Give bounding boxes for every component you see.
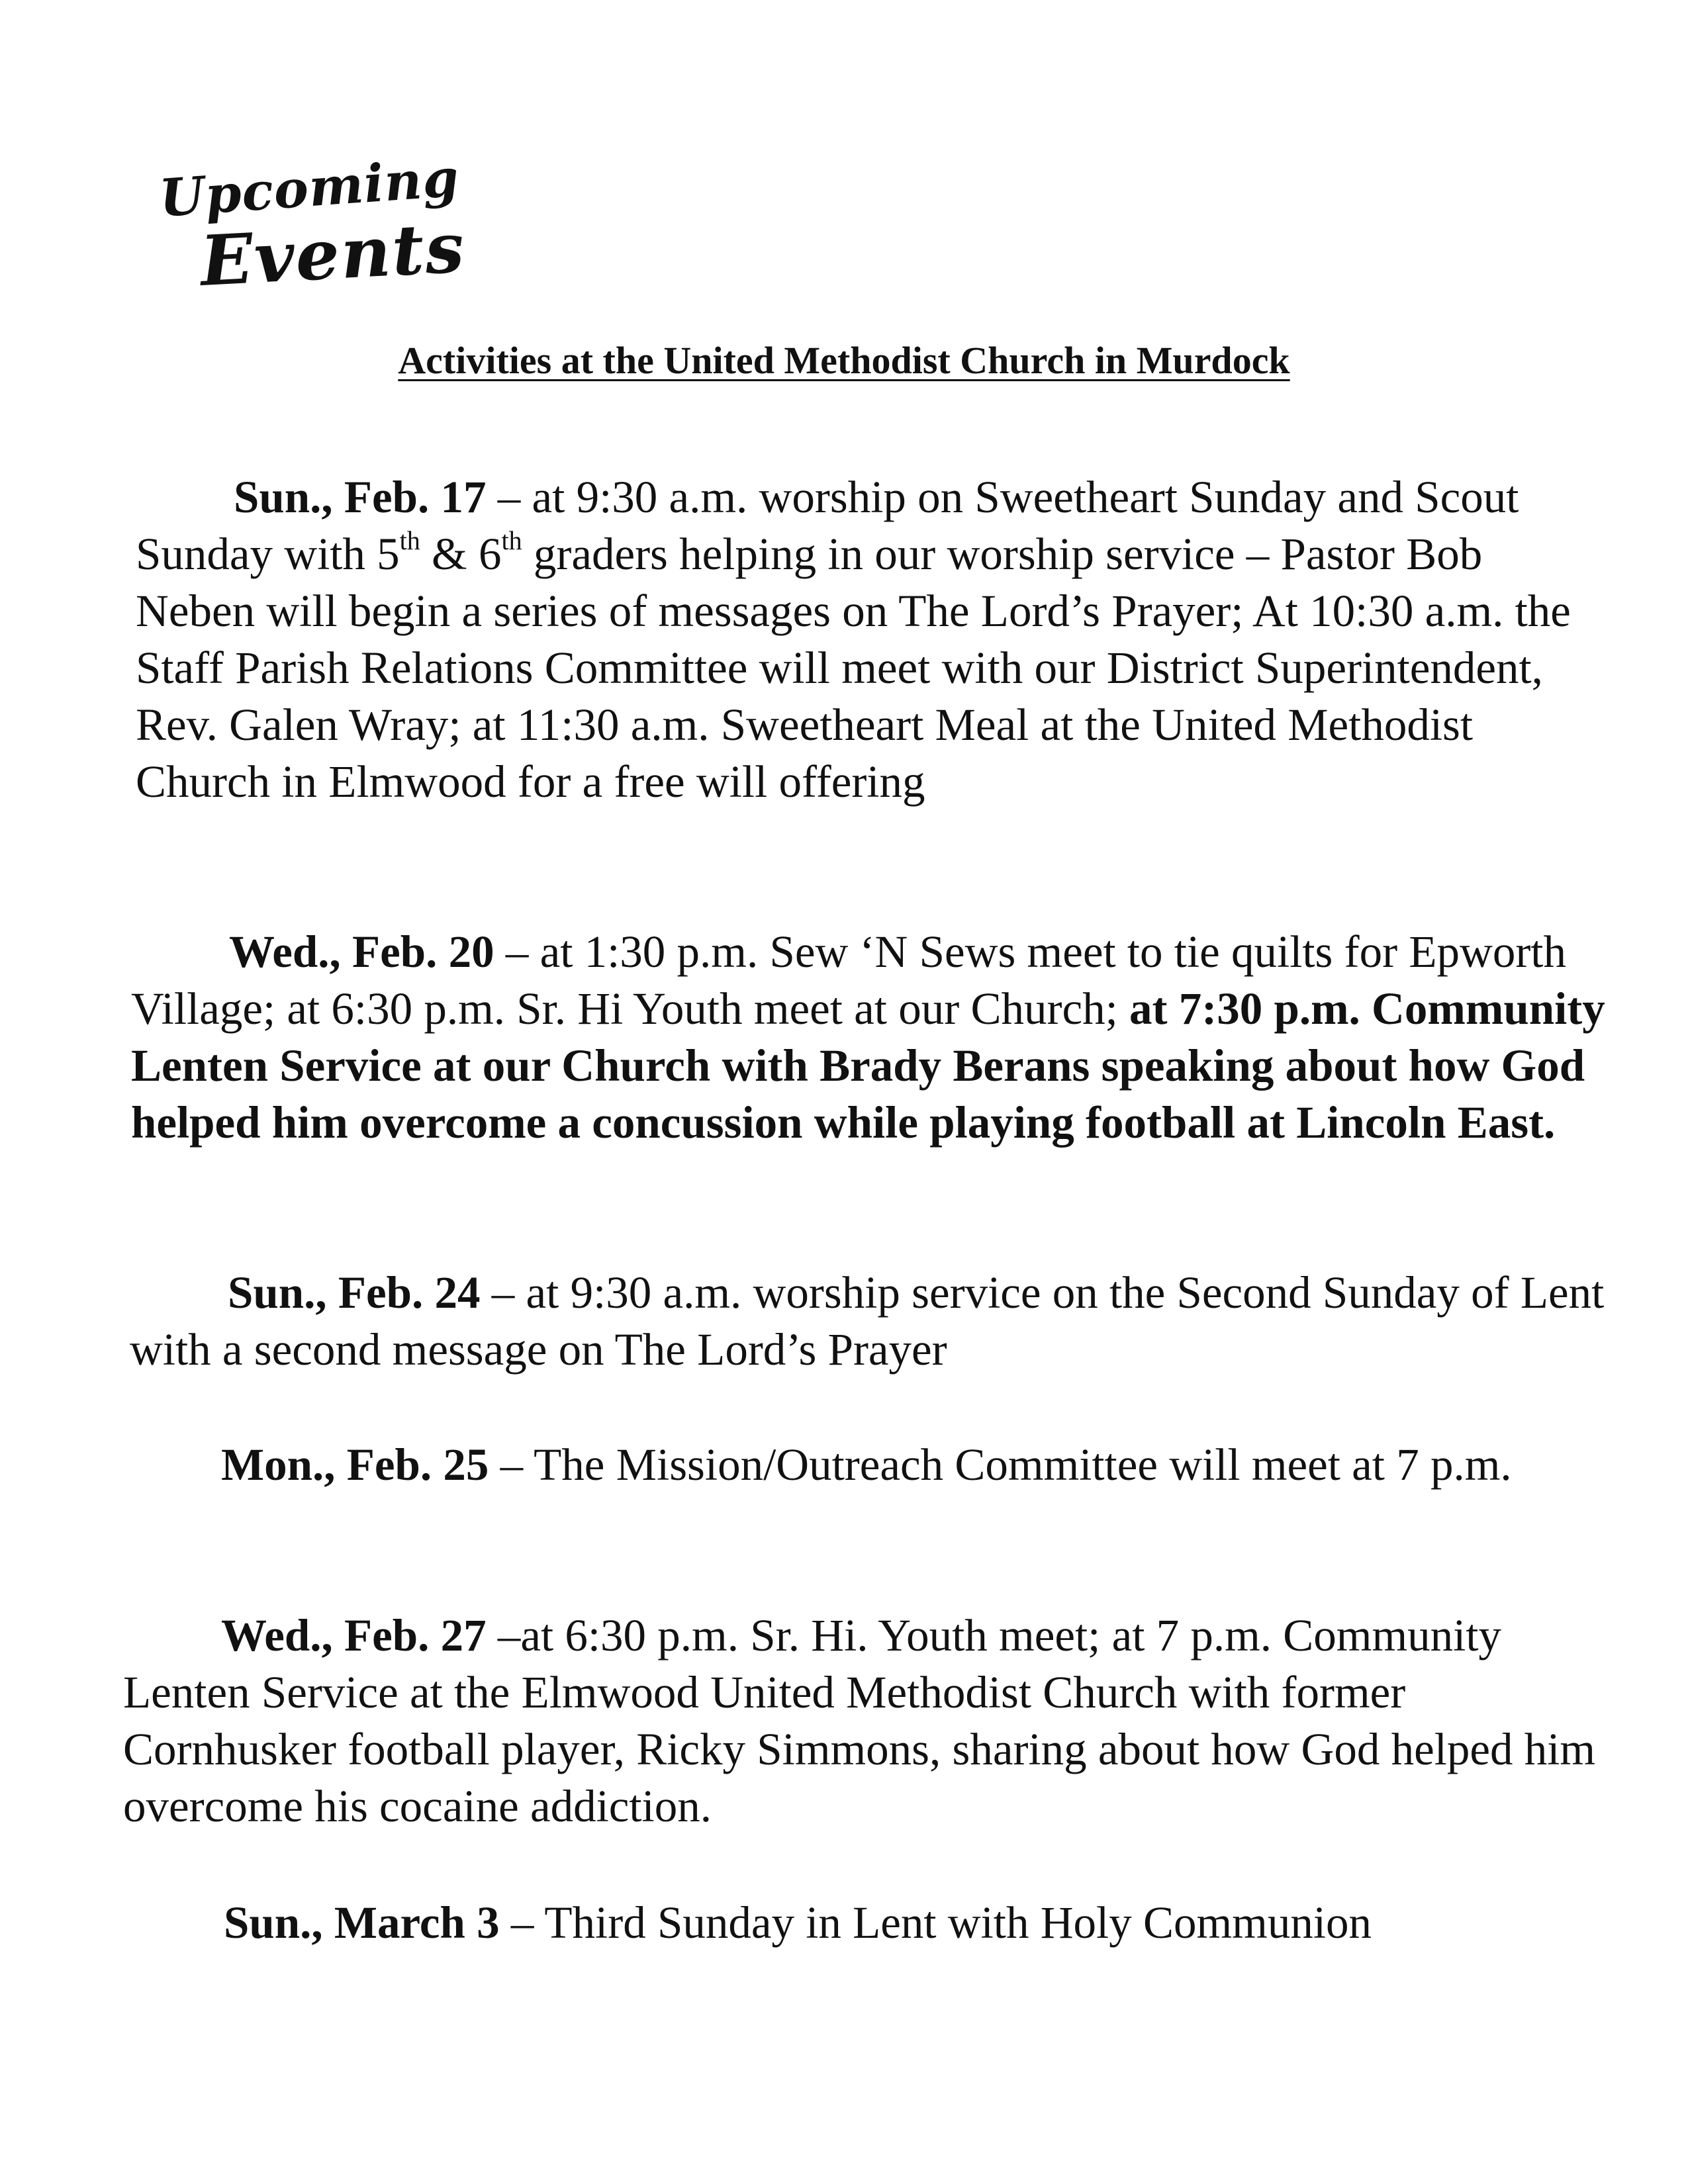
event-text: – at 9:30 a.m. worship service on the Second Sunday of Lent with a second message on The Lord’s Prayer — [130, 1267, 1605, 1375]
event-entry-feb-27 — [123, 1607, 1599, 1835]
event-text: – at 1:30 p.m. Sew ‘N Sews meet to tie quilts for Epworth Village; at 6:30 p.m. Sr. Hi Youth meet at our Church; — [131, 927, 1566, 1034]
event-date: Wed., Feb. 27 — [221, 1610, 487, 1661]
ordinal-suffix: th — [399, 525, 420, 555]
event-entry-feb-25 — [123, 1436, 1599, 1493]
ordinal-suffix: th — [501, 525, 522, 555]
event-entry-march-3 — [126, 1894, 1602, 1951]
event-text: graders helping in our worship service – Pastor Bob Neben will begin a series of messages on The Lord’s Prayer; At 10:30 a.m. the Staff Parish Relations Committee will meet with our District Superintendent, Rev. Galen Wray; at 11:30 a.m. Sweetheart Meal at the United Methodist Church in Elmwood for a free will offering — [136, 529, 1571, 807]
event-date: Mon., Feb. 25 — [221, 1439, 489, 1490]
event-highlight-text: at 7:30 p.m. Community Lenten Service at our Church with Brady Berans speaking about how God helped him overcome a concussion while playing football at Lincoln East. — [131, 983, 1605, 1148]
event-entry-feb-24 — [130, 1264, 1606, 1378]
event-date: Sun., March 3 — [224, 1897, 500, 1948]
event-entry-feb-20 — [131, 923, 1607, 1151]
event-entry-feb-17 — [136, 469, 1612, 810]
event-date: Sun., Feb. 24 — [228, 1267, 481, 1318]
upcoming-events-heading — [149, 148, 467, 328]
event-text: – The Mission/Outreach Committee will meet at 7 p.m. — [489, 1439, 1512, 1490]
event-text: & 6 — [420, 529, 502, 579]
heading-line-upcoming: Upcoming — [157, 148, 461, 229]
event-date: Sun., Feb. 17 — [234, 472, 487, 522]
page-subtitle: Activities at the United Methodist Church in Murdock — [398, 339, 1290, 382]
event-text: – Third Sunday in Lent with Holy Communion — [499, 1897, 1372, 1948]
event-text: – at 9:30 a.m. worship on Sweetheart Sunday and Scout Sunday with 5 — [136, 472, 1519, 579]
event-date: Wed., Feb. 20 — [229, 927, 494, 977]
event-text: –at 6:30 p.m. Sr. Hi. Youth meet; at 7 p.m. Community Lenten Service at the Elmwood United Methodist Church with former Cornhusker football player, Ricky Simmons, sharing about how God helped him overcome his cocaine addiction. — [123, 1610, 1596, 1831]
heading-line-events: Events — [198, 206, 467, 302]
